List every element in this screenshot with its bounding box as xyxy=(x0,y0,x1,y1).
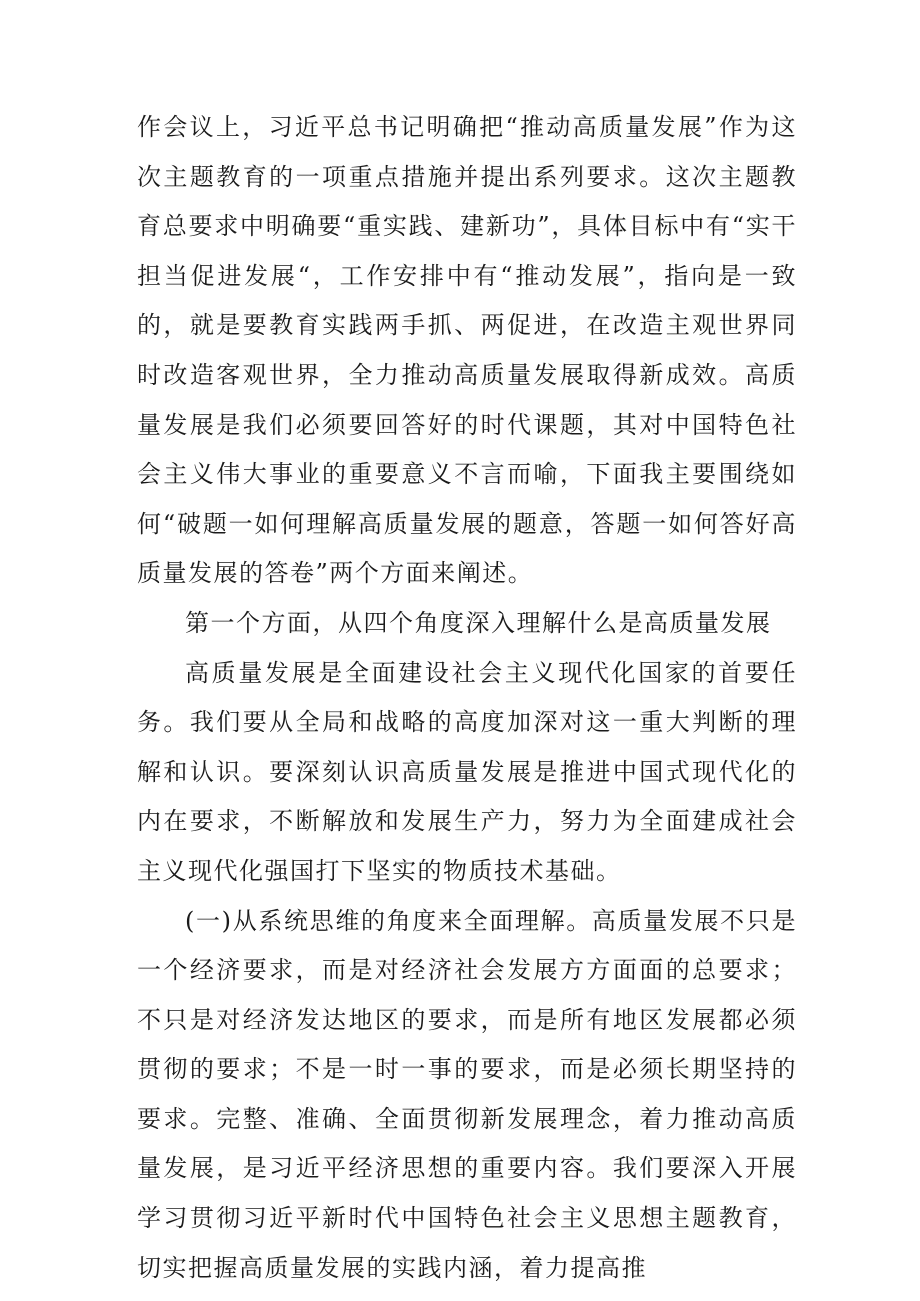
document-body xyxy=(137,103,797,1293)
paragraph-intro: 高质量发展是全面建设社会主义现代化国家的首要任务。我们要从全局和战略的高度加深对这一重大判断的理解和认识。要深刻认识高质量发展是推进中国式现代化的内在要求，不断解放和发展生产力，努力为全面建成社会主义现代化强国打下坚实的物质技术基础。 xyxy=(137,658,797,885)
section-heading: 第一个方面，从四个角度深入理解什么是高质量发展 xyxy=(185,608,772,637)
paragraph-point-one: (一)从系统思维的角度来全面理解。高质量发展不只是一个经济要求，而是对经济社会发展方方面面的总要求；不只是对经济发达地区的要求，而是所有地区发展都必须贯彻的要求；不是一时一事的要求，而是必须长期坚持的要求。完整、准确、全面贯彻新发展理念，着力推动高质量发展，是习近平经济思想的重要内容。我们要深入开展学习贯彻习近平新时代中国特色社会主义思想主题教育，切实把握高质量发展的实践内涵，着力提高推 xyxy=(137,906,797,1282)
paragraph-continuation: 作会议上，习近平总书记明确把“推动高质量发展”作为这次主题教育的一项重点措施并提出系列要求。这次主题教育总要求中明确要“重实践、建新功”，具体目标中有“实干担当促进发展“，工作安排中有“推动发展”，指向是一致的，就是要教育实践两手抓、两促进，在改造主观世界同时改造客观世界，全力推动高质量发展取得新成效。高质量发展是我们必须要回答好的时代课题，其对中国特色社会主义伟大事业的重要意义不言而喻，下面我主要围绕如何“破题一如何理解高质量发展的题意，答题一如何答好高质量发展的答卷”两个方面来阐述。 xyxy=(137,113,797,588)
